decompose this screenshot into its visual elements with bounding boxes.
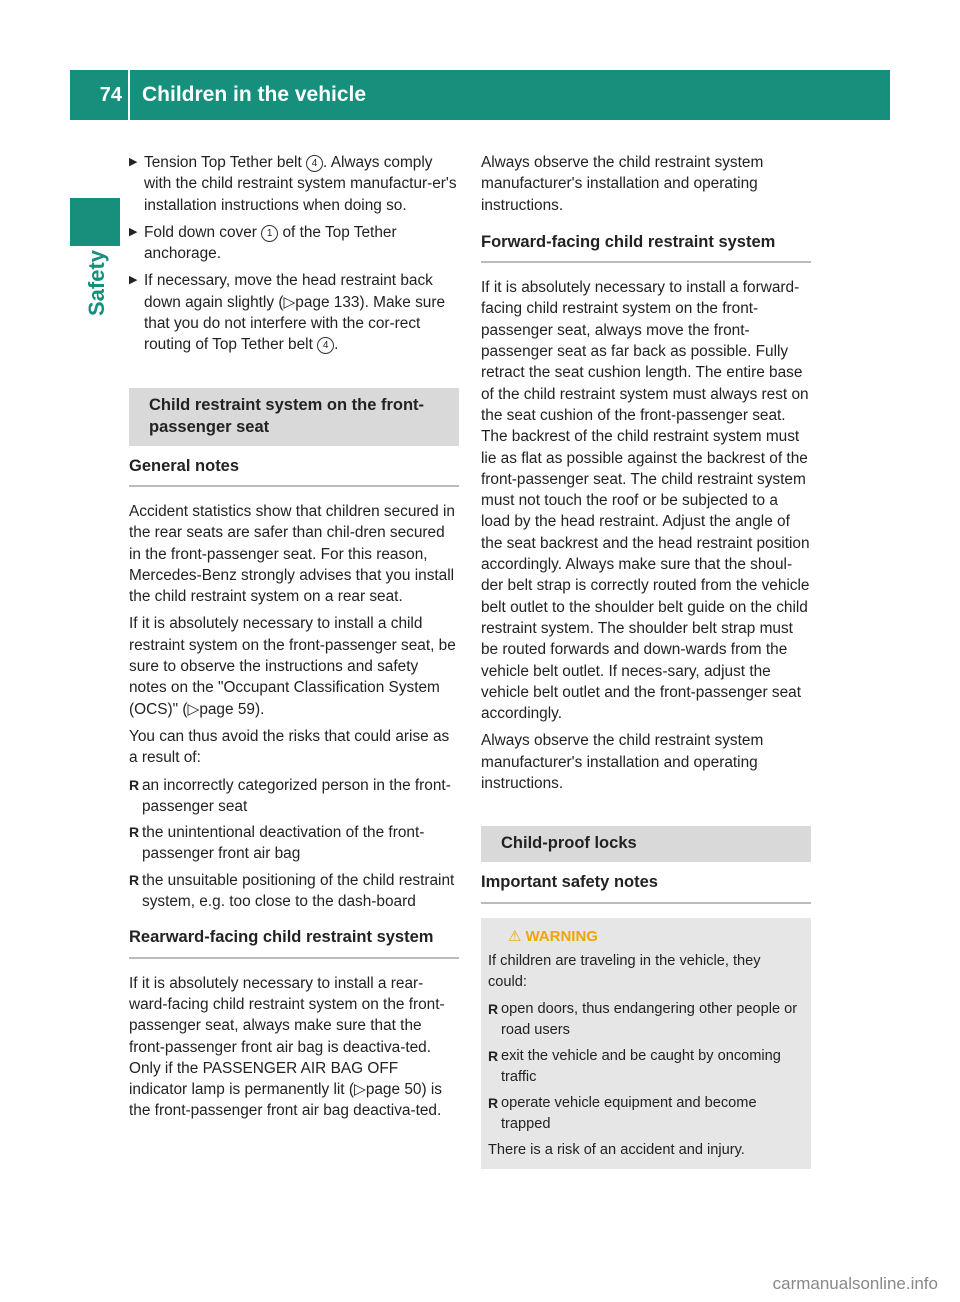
page-number: 74 xyxy=(99,83,122,106)
instruction-step: ▶ Tension Top Tether belt 4 . Always comply with the child restraint system manufactur-er's installation instructions when doing so. xyxy=(129,154,457,214)
callout-marker: 4 xyxy=(317,337,334,354)
left-column xyxy=(129,152,459,1128)
bullet-icon: R xyxy=(488,1047,499,1064)
warning-outro: There is a risk of an accident and injury. xyxy=(488,1141,745,1158)
subsection-heading: Important safety notes xyxy=(481,862,811,903)
step-arrow-icon: ▶ xyxy=(129,156,138,168)
page-reference-link[interactable]: page 59 xyxy=(199,700,255,718)
bullet-icon: R xyxy=(488,1094,499,1111)
body-paragraph: Accident statistics show that children secured in the rear seats are safer than chil-dren secured in the front-passenger seat. For this reason, Mercedes-Benz strongly advises that you install the child restraint system on a rear seat. xyxy=(129,502,455,606)
body-paragraph: If it is absolutely necessary to install a child restraint system on the front-passenger seat, be sure to observe the instructions and safety notes on the "Occupant Classification System (OCS)" (▷page 59). xyxy=(129,615,456,718)
step-arrow-icon: ▶ xyxy=(129,225,138,238)
page-ref-arrow-icon: ▷ xyxy=(353,1081,366,1099)
step-arrow-icon: ▶ xyxy=(129,274,138,287)
list-item: R operate vehicle equipment and become trapped xyxy=(488,1094,757,1132)
warning-triangle-icon: ⚠ xyxy=(508,927,522,945)
list-item: R the unsuitable positioning of the child restraint system, e.g. too close to the dash-board xyxy=(129,871,455,911)
bullet-icon: R xyxy=(129,871,140,888)
subsection-heading: General notes xyxy=(129,446,459,487)
subsection-heading: Forward-facing child restraint system xyxy=(481,222,811,263)
warning-title: ⚠ WARNING xyxy=(508,927,598,945)
list-item: R the unintentional deactivation of the front-passenger front air bag xyxy=(129,824,425,863)
body-paragraph: Always observe the child restraint system manufacturer's installation and operating instructions. xyxy=(481,732,764,793)
side-tab-marker xyxy=(70,198,120,246)
section-heading: Child-proof locks xyxy=(481,826,811,862)
watermark: carmanualsonline.info xyxy=(772,1274,938,1293)
right-column xyxy=(481,152,811,1169)
body-paragraph: If it is absolutely necessary to install a rear-ward-facing child restraint system on the front-passenger seat, always make sure that the front-passenger front air bag is deactiva-ted. Only if the PASSENGER AIR BAG OFF indicator lamp is permanently lit (▷page 50) is the front-passenger front air bag deactiva-ted. xyxy=(129,974,445,1120)
callout-marker: 1 xyxy=(261,225,278,242)
page-header xyxy=(70,70,890,120)
chapter-title: Children in the vehicle xyxy=(142,83,367,106)
instruction-step: ▶ Fold down cover 1 of the Top Tether anchorage. xyxy=(129,223,397,263)
body-paragraph: If it is absolutely necessary to install a forward-facing child restraint system on the front-passenger seat, always move the front-passenger seat as far back as possible. Fully retract the seat cushion length. The entire base of the child restraint system must always rest on the seat cushion of the front-passenger seat. The backrest of the child restraint system must lie as flat as possible against the backrest of the front-passenger seat. The child restraint system must not touch the roof or be subjected to a load by the head restraint. Adjust the angle of the seat backrest and the head restraint position accordingly. Always make sure that the shoul-der belt strap is correctly routed from the vehicle belt outlet to the shoulder belt guide on the child restraint system. The shoulder belt strap must be routed forwards and down-wards from the vehicle belt outlet. If neces-sary, adjust the vehicle belt outlet and the front-passenger seat accordingly. xyxy=(481,279,810,723)
bullet-icon: R xyxy=(129,776,140,793)
body-paragraph: You can thus avoid the risks that could arise as a result of: xyxy=(129,727,450,767)
bullet-icon: R xyxy=(129,824,140,841)
warning-intro: If children are traveling in the vehicle, they could: xyxy=(488,952,761,990)
list-item: R an incorrectly categorized person in the front-passenger seat xyxy=(129,776,451,815)
warning-box xyxy=(481,918,811,1169)
callout-marker: 4 xyxy=(306,155,323,172)
page-reference-link[interactable]: page 50 xyxy=(365,1081,422,1099)
subsection-heading: Rearward-facing child restraint system xyxy=(129,917,459,958)
body-paragraph: Always observe the child restraint system manufacturer's installation and operating instructions. xyxy=(481,154,764,214)
page-ref-arrow-icon: ▷ xyxy=(283,293,296,311)
page-ref-arrow-icon: ▷ xyxy=(187,700,200,718)
section-heading: Child restraint system on the front-passenger seat xyxy=(129,388,459,446)
list-item: R exit the vehicle and be caught by oncoming traffic xyxy=(488,1047,781,1085)
side-section-label: Safety xyxy=(84,249,109,316)
list-item: R open doors, thus endangering other people or road users xyxy=(488,1000,798,1038)
page-reference-link[interactable]: page 133 xyxy=(295,293,360,311)
bullet-icon: R xyxy=(488,1000,499,1017)
instruction-step: ▶ If necessary, move the head restraint back down again slightly (▷page 133). Make sure that you do not interfere with the cor-rect routing of Top Tether belt 4 . xyxy=(129,272,446,354)
